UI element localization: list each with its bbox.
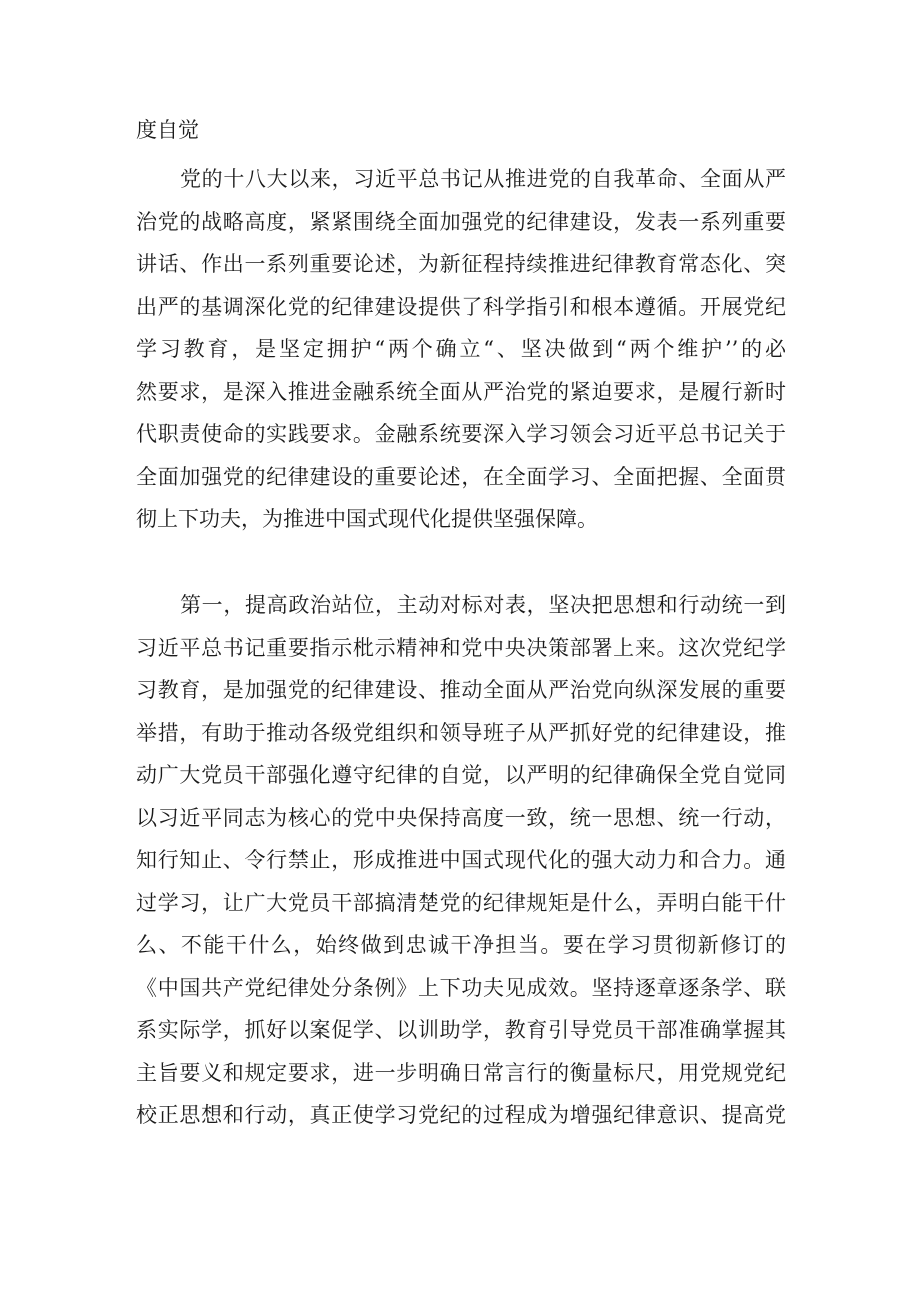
text-line: 代职责使命的实践要求。金融系统要深入学习领会习近平总书记关于 (136, 422, 786, 446)
text-line: 习近平总书记重要指示枇示精神和党中央决策部署上来。这次党纪学 (136, 635, 786, 660)
text-line: 彻上下功夫，为推进中国式现代化提供坚强保障。 (136, 507, 598, 531)
paragraph-intro (136, 158, 786, 541)
text-line: 党的十八大以来，习近平总书记从推进党的自我革命、全面从严 (180, 167, 786, 191)
text-line: 习教育，是加强党的纪律建设、推动全面从严治党向纵深发展的重要 (136, 678, 786, 702)
paragraph-continuation (136, 109, 786, 152)
text-line: 讲话、作出一系列重要论述，为新征程持续推进纪律教育常态化、突 (136, 252, 786, 276)
text-line: 治党的战略高度，紧紧围绕全面加强党的纪律建设，发表一系列重要 (136, 209, 786, 234)
text-line: 过学习，让广大党员干部搞清楚党的纪律规矩是什么，弄明白能干什 (136, 890, 786, 915)
text-line: 举措，有助于推动各级党组织和领导班子从严抓好党的纪律建设，推 (136, 720, 786, 745)
text-line: 知行知止、令行禁止，形成推进中国式现代化的强大动力和合力。通 (136, 848, 786, 872)
text-line: 主旨要义和规定要求，进一步明确日常言行的衡量标尺，用党规党纪 (136, 1060, 786, 1085)
text-line: 系实际学，抓好以案促学、以训助学，教育引导党员干部准确掌握其 (136, 1018, 786, 1042)
text-line: 动广大党员干部强化遵守纪律的自觉，以严明的纪律确保全党自觉同 (136, 763, 786, 787)
paragraph-first-point (136, 584, 786, 1137)
text-line: 以习近平同志为核心的党中央保持高度一致，统一思想、统一行动， (136, 805, 786, 830)
text-line: 学习教育，是坚定拥护“两个确立“、坚决做到“两个维护’’的必 (136, 337, 786, 361)
text-line: 全面加强党的纪律建设的重要论述，在全面学习、全面把握、全面贯 (136, 464, 786, 489)
text-line: 度自觉 (136, 118, 199, 142)
text-line: 校正思想和行动，真正使学习党纪的过程成为增强纪律意识、提高党 (136, 1103, 786, 1127)
text-line: 么、不能干什么，始终做到忠诚干净担当。要在学习贯彻新修订的 (136, 933, 786, 957)
text-line: 出严的基调深化党的纪律建设提供了科学指引和根本遵循。开展党纪 (136, 294, 786, 319)
text-line: 第一，提高政治站位，主动对标对表，坚决把思想和行动统一到 (180, 593, 786, 617)
text-line: 《中国共产党纪律处分条例》上下功夫见成效。坚持逐章逐条学、联 (136, 975, 786, 1000)
text-line: 然要求，是深入推进金融系统全面从严治党的紧迫要求，是履行新时 (136, 379, 786, 404)
